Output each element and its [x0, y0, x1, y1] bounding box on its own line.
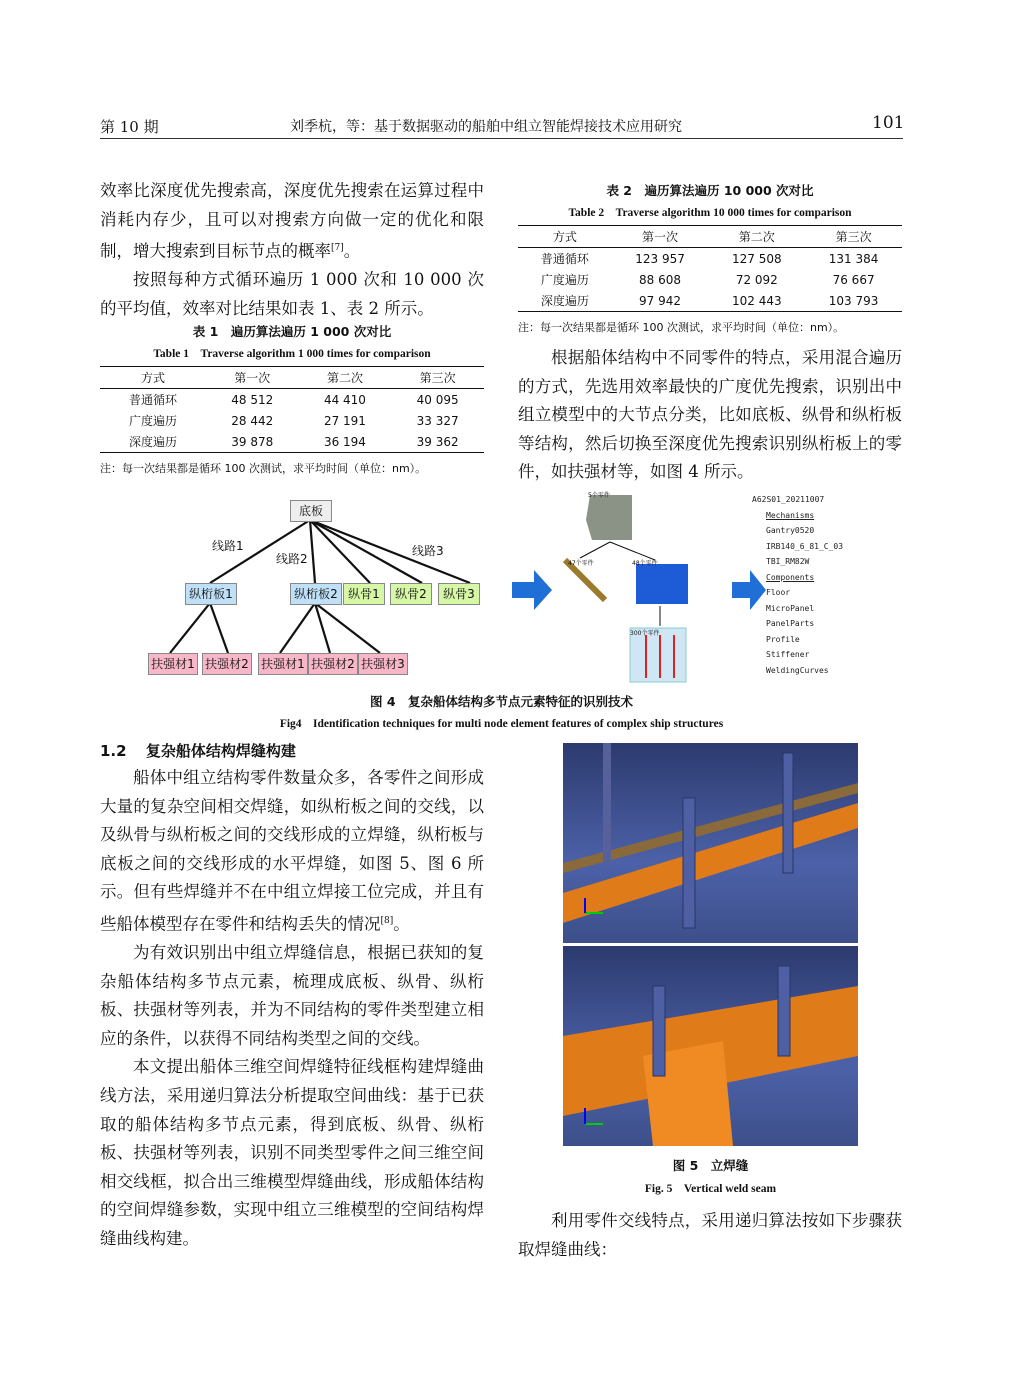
fig5-caption-en: Fig. 5 Vertical weld seam [644, 1183, 777, 1195]
fig5-render-bottom [563, 946, 858, 1146]
panel-label: 5个零件 [588, 492, 610, 499]
panel-label: 300个零件 [630, 630, 660, 637]
fig5-caption-cn: 图 5 立焊缝 [672, 1158, 749, 1173]
node-longitudinal: 纵骨3 [438, 583, 480, 605]
table-cell: 深度遍历 [518, 290, 612, 312]
table-row [518, 248, 902, 270]
fig5-image-bottom [563, 946, 858, 1146]
table-cell: 39 362 [391, 431, 484, 453]
table-cell: 27 191 [323, 413, 366, 428]
table-cell: 72 092 [735, 272, 778, 287]
fig4-caption-en: Fig4 Identification techniques for multi node element features of complex ship structures [279, 718, 724, 730]
node-stiffener: 扶强材2 [308, 653, 358, 675]
table-row [518, 269, 902, 290]
table-header: 第三次 [391, 367, 484, 389]
node-longitudinal: 纵骨1 [343, 583, 385, 605]
route-label: 线路2 [276, 552, 308, 566]
node-stiffener: 扶强材1 [148, 653, 198, 675]
panel-label: 48个零件 [632, 560, 658, 567]
node-girder: 纵桁板1 [185, 583, 237, 605]
right-final [518, 1207, 902, 1264]
fig5-image-top [563, 743, 858, 943]
figure4 [140, 490, 900, 685]
tree-item[interactable]: Gantry0520 [766, 526, 815, 535]
table-cell: 102 443 [708, 290, 805, 312]
page-number: 101 [872, 113, 905, 133]
panel-label: 47个零件 [568, 560, 594, 567]
route-label: 线路1 [212, 539, 244, 553]
section-title: 复杂船体结构焊缝构建 [145, 742, 296, 760]
table-header: 方式 [100, 367, 206, 389]
route-label: 线路3 [412, 544, 444, 558]
node-stiffener: 扶强材2 [202, 653, 252, 675]
paragraph: 本文提出船体三维空间焊缝特征线框构建焊缝曲线方法，采用递归算法分析提取空间曲线：基于已获取的船体结构多节点元素，得到底板、纵骨、纵桁板、扶强材等列表，识别不同类型零件之间三维空间相交线框，拟合出三维模型焊缝曲线，形成船体结构的空间焊缝参数，实现中组立三维模型的空间结构焊缝曲线构建。 [100, 1057, 484, 1248]
table-header: 第一次 [206, 367, 299, 389]
fig5-render-top [563, 743, 858, 943]
table-cell: 33 327 [416, 413, 459, 428]
tree-item[interactable]: Components [766, 572, 815, 582]
table-cell: 103 793 [805, 290, 902, 312]
paragraph: 根据船体结构中不同零件的特点，采用混合遍历的方式，先选用效率最快的广度优先搜索，识别出中组立模型中的大节点分类，比如底板、纵骨和纵桁板等结构，然后切换至深度优先搜索识别纵桁板上的零件，如扶强材等，如图 4 所示。 [518, 348, 902, 482]
table1 [100, 366, 484, 453]
table-row [100, 389, 484, 411]
section-body [100, 764, 484, 1254]
arrow-icon [512, 570, 552, 610]
table-cell: 44 410 [323, 392, 366, 407]
tree-item[interactable]: WeldingCurves [766, 665, 829, 675]
node-stiffener: 扶强材1 [258, 653, 308, 675]
table2-caption-en: Table 2 Traverse algorithm 10 000 times for comparison [568, 207, 852, 219]
section-heading [100, 740, 296, 761]
paragraph: 利用零件交线特点，采用递归算法按如下步骤获取焊缝曲线： [518, 1211, 902, 1259]
issue-label: 第 10 期 [100, 118, 159, 136]
paragraph: 效率比深度优先搜索高，深度优先搜索在运算过程中消耗内存少，且可以对搜索方向做一定的优化和限制，增大搜索到目标节点的概率[7]。 [100, 181, 484, 261]
table-cell: 广度遍历 [128, 414, 177, 428]
table-header: 第二次 [299, 367, 392, 389]
table-header: 第三次 [805, 226, 902, 248]
tree-item[interactable]: TBI_RM82W [766, 557, 810, 566]
table-cell: 36 194 [299, 431, 392, 453]
paragraph: 船体中组立结构零件数量众多，各零件之间形成大量的复杂空间相交焊缝，如纵桁板之间的交线，以及纵骨与纵桁板之间的交线形成的立焊缝，纵桁板与底板之间的交线形成的水平焊缝，如图 5、图 6 所示。但有些焊缝并不在中组立焊接工位完成，并且有些船体模型存在零件和结构丢失的情况[8]。 [100, 768, 484, 934]
tree-item[interactable]: Profile [766, 634, 800, 644]
table-row [100, 410, 484, 431]
table-cell: 76 667 [832, 272, 875, 287]
table2-note: 注：每一次结果都是循环 100 次测试，求平均时间（单位：nm）。 [518, 321, 845, 334]
table-cell: 123 957 [635, 251, 685, 266]
table-cell: 普通循环 [540, 252, 589, 266]
left-intro [100, 177, 484, 323]
table-header: 第一次 [612, 226, 709, 248]
table-cell: 97 942 [612, 290, 709, 312]
table-row [100, 431, 484, 453]
node-girder: 纵桁板2 [290, 583, 342, 605]
tree-item[interactable]: Mechanisms [766, 510, 815, 520]
header-rule [100, 138, 903, 139]
right-intro [518, 344, 902, 487]
table1-caption-en: Table 1 Traverse algorithm 1 000 times for comparison [153, 348, 431, 360]
node-stiffener: 扶强材3 [358, 653, 408, 675]
table-header: 第二次 [708, 226, 805, 248]
running-title: 刘季杭，等：基于数据驱动的船舶中组立智能焊接技术应用研究 [290, 119, 682, 135]
table-cell: 深度遍历 [100, 431, 206, 453]
paragraph: 为有效识别出中组立焊缝信息，根据已获知的复杂船体结构多节点元素，梳理成底板、纵骨、纵桁板、扶强材等列表，并为不同结构的零件类型建立相应的条件，以获得不同结构类型之间的交线。 [100, 943, 484, 1048]
table-cell: 88 608 [639, 272, 682, 287]
tree-item[interactable]: PanelParts [766, 619, 815, 628]
table-header: 方式 [518, 226, 612, 248]
paragraph: 按照每种方式循环遍历 1 000 次和 10 000 次的平均值，效率对比结果如表 1、表 2 所示。 [100, 270, 484, 318]
girder-image [636, 564, 688, 604]
table-cell: 131 384 [828, 251, 879, 266]
table-cell: 39 878 [206, 431, 299, 453]
table2-caption-cn: 表 2 遍历算法遍历 10 000 次对比 [606, 183, 814, 198]
plate-image [586, 495, 632, 540]
tree-item[interactable]: Stiffener [766, 650, 810, 659]
table-cell: 普通循环 [128, 393, 177, 407]
table-row [518, 290, 902, 312]
table1-caption-cn: 表 1 遍历算法遍历 1 000 次对比 [192, 324, 392, 339]
node-longitudinal: 纵骨2 [390, 583, 432, 605]
table-cell: 广度遍历 [540, 273, 589, 287]
table1-note: 注：每一次结果都是循环 100 次测试，求平均时间（单位：nm）。 [100, 462, 427, 475]
fig4-caption-cn: 图 4 复杂船体结构多节点元素特征的识别技术 [369, 694, 634, 709]
table-cell: 40 095 [416, 392, 459, 407]
structure-tree [752, 492, 897, 678]
section-number: 1.2 [100, 742, 127, 760]
table-cell: 127 508 [732, 251, 782, 266]
node-root: 底板 [290, 500, 332, 522]
table-cell: 48 512 [231, 392, 274, 407]
tree-item[interactable]: Floor [766, 588, 791, 597]
tree-item[interactable]: IRB140_6_81_C_03 [766, 541, 844, 551]
tree-item[interactable]: A62S01_20211007 [752, 495, 825, 504]
table-cell: 28 442 [231, 413, 274, 428]
table2 [518, 225, 902, 312]
tree-item[interactable]: MicroPanel [766, 603, 815, 613]
